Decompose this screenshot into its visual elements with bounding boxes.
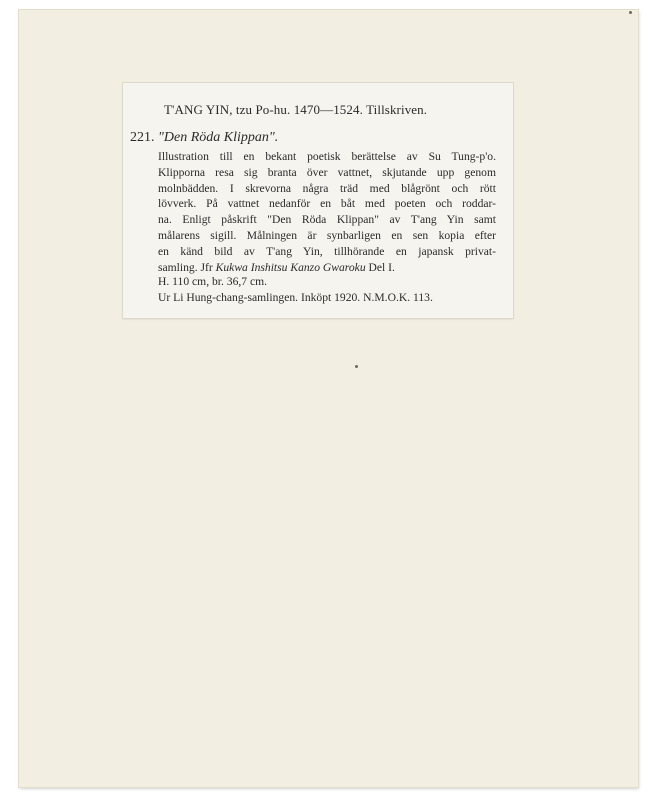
description-line: lövverk. På vattnet nedanför en båt med poeten och roddar- (158, 197, 496, 211)
reference-prefix: samling. Jfr (158, 260, 216, 274)
description-line: Illustration till en bekant poetisk berättelse av Su Tung-p'o. (158, 150, 496, 163)
catalog-label-card (123, 83, 513, 318)
description (158, 149, 496, 275)
reference-title: Kukwa Inshitsu Kanzo Gwaroku (215, 260, 366, 274)
reference-line (158, 260, 496, 276)
mount-board (19, 10, 638, 787)
reference-suffix: Del I. (365, 260, 395, 274)
description-line: målarens sigill. Målningen är synbarligen en sen kopia efter (158, 228, 496, 242)
provenance: Ur Li Hung-chang-samlingen. Inköpt 1920. N.M.O.K. 113. (158, 291, 433, 304)
corner-mark (629, 11, 632, 14)
center-dot (355, 365, 358, 368)
entry-title: "Den Röda Klippan". (158, 130, 279, 145)
description-line: en känd bild av T'ang Yin, tillhörande en japansk privat- (158, 244, 496, 258)
dimensions: H. 110 cm, br. 36,7 cm. (158, 275, 268, 288)
description-line: molnbädden. I skrevorna några träd med blågrönt och rött (158, 181, 496, 195)
artist-line: T'ANG YIN, tzu Po-hu. 1470—1524. Tillskriven. (164, 102, 428, 117)
description-line: Klipporna resa sig branta över vattnet, skjutande upp genom (158, 165, 496, 179)
entry-number: 221. (130, 130, 155, 145)
description-line: na. Enligt påskrift "Den Röda Klippan" av T'ang Yin samt (158, 213, 496, 227)
